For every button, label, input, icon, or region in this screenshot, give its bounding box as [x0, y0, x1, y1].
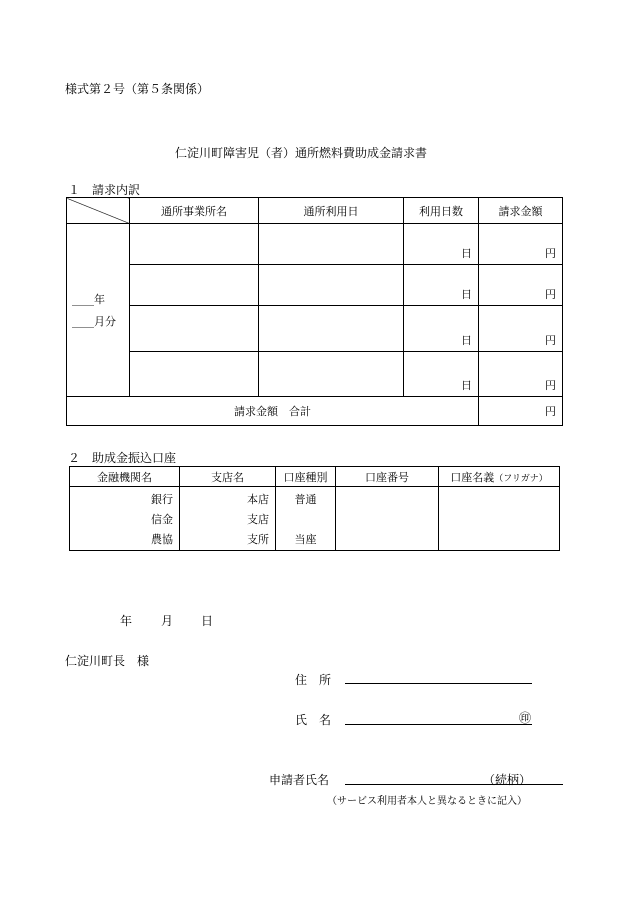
facility-name-input[interactable] — [130, 265, 259, 306]
usage-dates-input[interactable] — [259, 352, 404, 397]
address-input-line[interactable] — [345, 683, 532, 684]
period-month: ____月分 — [72, 315, 116, 328]
total-label: 請求金額 合計 — [67, 397, 479, 426]
usage-dates-input[interactable] — [259, 224, 404, 265]
total-amount-input[interactable]: 円 — [479, 397, 563, 426]
name-label: 氏 名 — [295, 713, 332, 727]
bank-type-option[interactable]: 農協 — [151, 533, 173, 546]
facility-name-input[interactable] — [130, 352, 259, 397]
branch-type-option[interactable]: 支所 — [247, 533, 269, 546]
account-type-option[interactable]: 普通 — [294, 493, 317, 506]
account-type-input[interactable] — [276, 487, 336, 551]
usage-dates-input[interactable] — [259, 265, 404, 306]
facility-name-input[interactable] — [130, 306, 259, 352]
section2-heading: ２ 助成金振込口座 — [68, 451, 177, 465]
col-account-type: 口座種別 — [276, 467, 336, 487]
usage-days-input[interactable]: 日 — [404, 352, 479, 397]
addressee: 仁淀川町長 様 — [65, 654, 150, 668]
account-holder-input[interactable] — [439, 487, 560, 551]
claim-amount-input[interactable]: 円 — [479, 352, 563, 397]
applicant-note: （サービス利用者本人と異なるときに記入） — [327, 796, 527, 807]
account-number-input[interactable] — [336, 487, 439, 551]
claim-amount-input[interactable]: 円 — [479, 265, 563, 306]
document-title: 仁淀川町障害児（者）通所燃料費助成金請求書 — [175, 146, 428, 160]
account-type-option[interactable]: 当座 — [294, 533, 317, 546]
section1-heading: １ 請求内訳 — [68, 183, 141, 197]
period-year: ____年 — [72, 293, 105, 306]
bank-account-table — [69, 466, 560, 551]
diagonal-header-cell — [67, 198, 130, 224]
col-facility-name: 通所事業所名 — [130, 198, 259, 224]
claim-amount-input[interactable]: 円 — [479, 224, 563, 265]
col-account-holder — [439, 467, 560, 487]
col-bank-name: 金融機関名 — [70, 467, 180, 487]
branch-name-input[interactable] — [180, 487, 276, 551]
spacer — [276, 510, 335, 530]
usage-days-input[interactable]: 日 — [404, 306, 479, 352]
holder-label: 口座名義 — [450, 470, 495, 484]
date-day-label: 日 — [201, 614, 214, 628]
period-cell[interactable] — [67, 224, 130, 397]
claim-breakdown-table — [66, 197, 563, 426]
relation-label: （続柄） — [483, 773, 532, 787]
usage-days-input[interactable]: 日 — [404, 224, 479, 265]
form-number: 様式第２号（第５条関係） — [65, 82, 210, 96]
col-usage-dates: 通所利用日 — [259, 198, 404, 224]
name-input-line[interactable] — [345, 724, 532, 725]
usage-dates-input[interactable] — [259, 306, 404, 352]
holder-note: （フリガナ） — [494, 473, 548, 484]
branch-type-option[interactable]: 本店 — [247, 493, 269, 506]
applicant-label: 申請者氏名 — [269, 773, 330, 787]
branch-type-option[interactable]: 支店 — [247, 513, 269, 526]
date-month-label: 月 — [161, 614, 174, 628]
address-label: 住 所 — [295, 673, 332, 687]
bank-type-option[interactable]: 銀行 — [151, 493, 173, 506]
col-usage-days: 利用日数 — [404, 198, 479, 224]
col-claim-amount: 請求金額 — [479, 198, 563, 224]
facility-name-input[interactable] — [130, 224, 259, 265]
col-branch-name: 支店名 — [180, 467, 276, 487]
date-year-label: 年 — [120, 614, 133, 628]
bank-type-option[interactable]: 信金 — [151, 513, 173, 526]
seal-mark: ㊞ — [519, 711, 532, 725]
col-account-number: 口座番号 — [336, 467, 439, 487]
usage-days-input[interactable]: 日 — [404, 265, 479, 306]
claim-amount-input[interactable]: 円 — [479, 306, 563, 352]
bank-name-input[interactable] — [70, 487, 180, 551]
